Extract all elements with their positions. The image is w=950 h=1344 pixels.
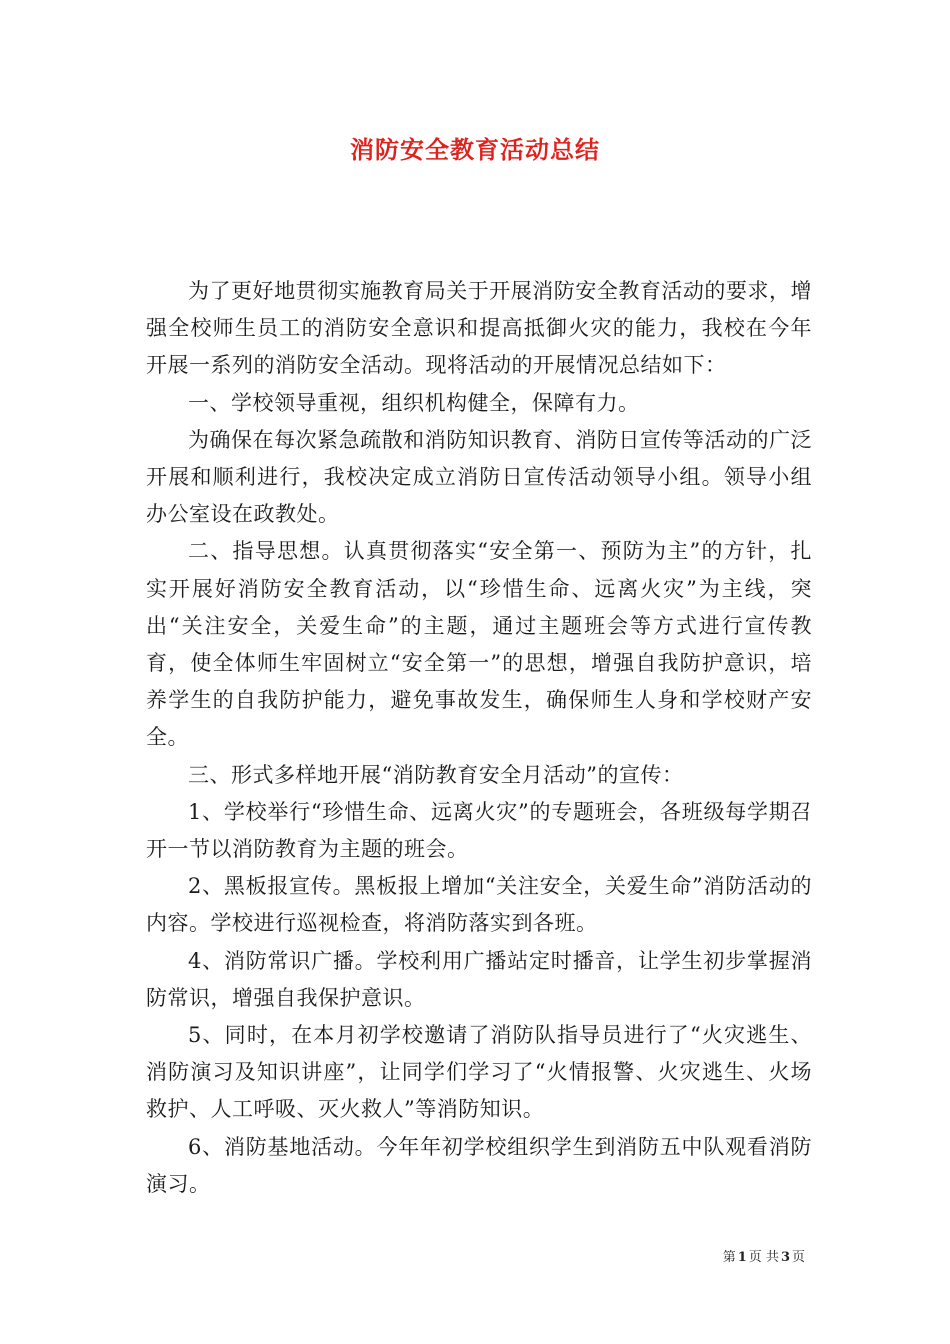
footer-prefix: 第 <box>722 1250 736 1265</box>
footer-total-pages: 3 <box>780 1250 790 1265</box>
paragraph-intro: 为了更好地贯彻实施教育局关于开展消防安全教育活动的要求，增强全校师生员工的消防安全意识和提高抵御火灾的能力，我校在今年开展一系列的消防安全活动。现将活动的开展情况总结如下： <box>146 279 812 378</box>
paragraph-section-1-heading: 一、学校领导重视，组织机构健全，保障有力。 <box>188 390 640 415</box>
page-number-footer <box>722 1246 806 1265</box>
document-body <box>146 273 812 1203</box>
paragraph-item-5: 5、同时，在本月初学校邀请了消防队指导员进行了“火灾逃生、消防演习及知识讲座”，让同学们学习了“火情报警、火灾逃生、火场救护、人工呼吸、灭火救人”等消防知识。 <box>146 1023 812 1122</box>
footer-middle: 页 共 <box>748 1250 779 1265</box>
document-title: 消防安全教育活动总结 <box>350 135 600 164</box>
paragraph-section-2: 二、指导思想。认真贯彻落实“安全第一、预防为主”的方针，扎实开展好消防安全教育活动，以“珍惜生命、远离火灾”为主线，突出“关注安全，关爱生命”的主题，通过主题班会等方式进行宣传教育，使全体师生牢固树立“安全第一”的思想，增强自我防护意识，培养学生的自我防护能力，避免事故发生，确保师生人身和学校财产安全。 <box>146 539 812 750</box>
paragraph-item-4: 4、消防常识广播。学校利用广播站定时播音，让学生初步掌握消防常识，增强自我保护意识。 <box>146 948 812 1010</box>
paragraph-item-1: 1、学校举行“珍惜生命、远离火灾”的专题班会，各班级每学期召开一节以消防教育为主题的班会。 <box>146 799 812 862</box>
paragraph-section-3-heading: 三、形式多样地开展“消防教育安全月活动”的宣传： <box>188 762 684 787</box>
paragraph-item-6: 6、消防基地活动。今年年初学校组织学生到消防五中队观看消防演习。 <box>146 1134 812 1196</box>
paragraph-item-2: 2、黑板报宣传。黑板报上增加“关注安全，关爱生命”消防活动的内容。学校进行巡视检查，将消防落实到各班。 <box>146 874 812 936</box>
paragraph-section-1-body: 为确保在每次紧急疏散和消防知识教育、消防日宣传等活动的广泛开展和顺利进行，我校决定成立消防日宣传活动领导小组。领导小组办公室设在政教处。 <box>146 427 812 527</box>
footer-current-page: 1 <box>737 1250 747 1265</box>
footer-suffix: 页 <box>791 1250 805 1265</box>
